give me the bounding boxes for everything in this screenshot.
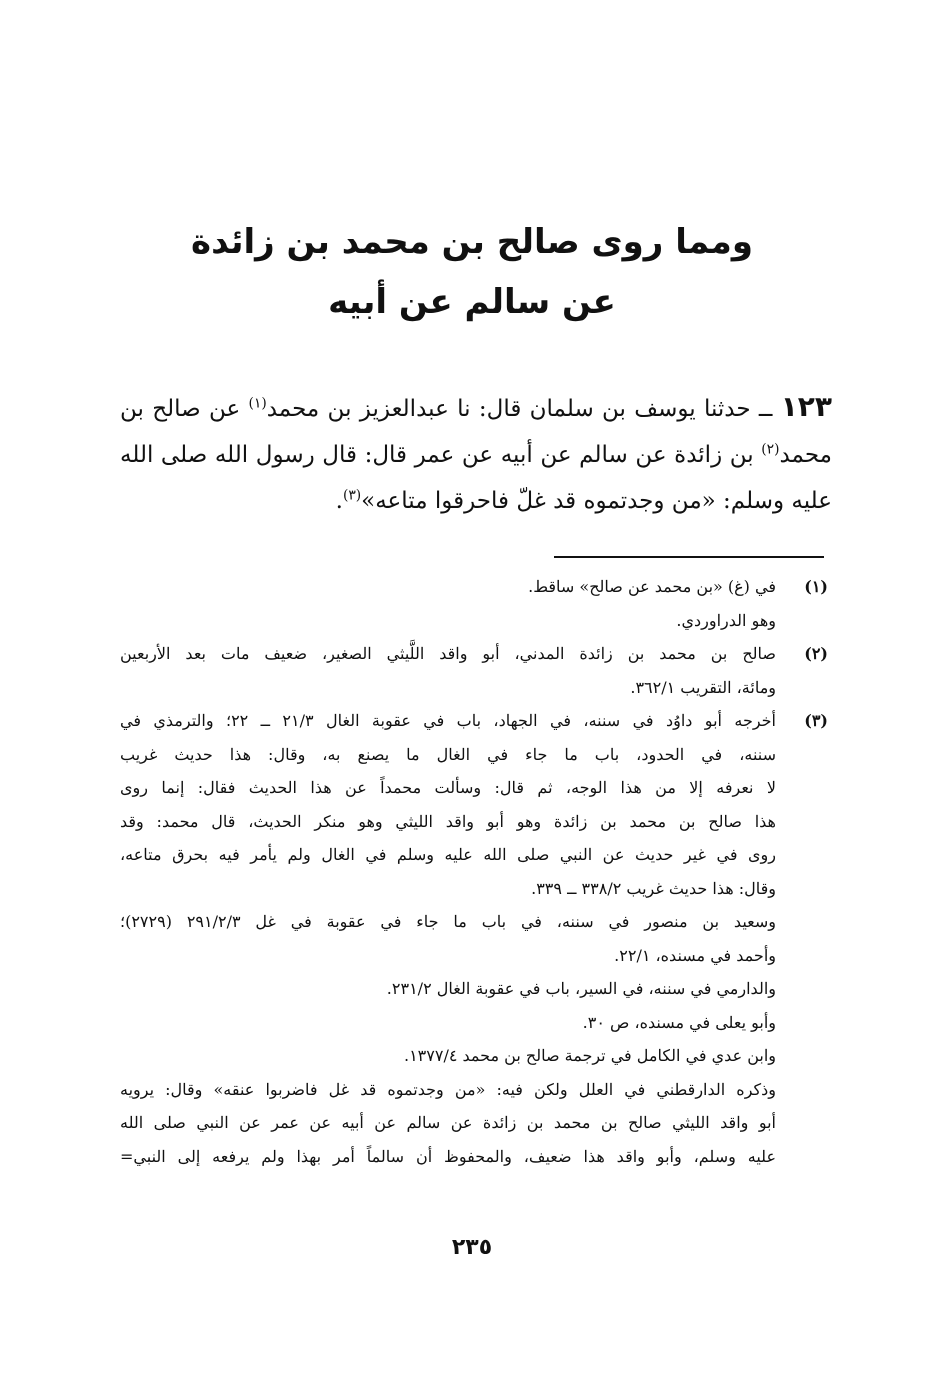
footnote-line: وهو الدراوردي.: [676, 610, 776, 630]
footnote-ref-3[interactable]: (٣): [342, 487, 362, 504]
hadith-text-part-2: عن صالح بن محمد: [120, 396, 832, 468]
hadith-text-part-1: ــ حدثنا يوسف بن سلمان قال: نا عبدالعزيز بن محمد: [266, 396, 781, 422]
footnote-divider: [554, 556, 824, 558]
footnote-number: (٣): [804, 711, 828, 730]
footnote-line: وسعيد بن منصور في سننه، في باب ما جاء في عقوبة في غل ٢٩١/٢/٣ (٢٧٢٩)؛: [120, 912, 776, 931]
hadith-text-end: .: [335, 488, 343, 514]
footnote-line: وأحمد في مسنده، ٢٢/١.: [614, 945, 776, 965]
footnote-line: ومائة، التقريب ٣٦٢/١.: [630, 677, 776, 697]
footnote-line: وقال: هذا حديث غريب ٣٣٨/٢ ــ ٣٣٩.: [531, 878, 776, 898]
footnote-line: أبو واقد الليثي صالح بن محمد بن زائدة عن سالم عن أبيه عن عمر عن النبي صلى الله: [120, 1113, 776, 1132]
footnotes: [120, 570, 832, 1173]
footnote-line: روى في غير حديث عن النبي صلى الله عليه وسلم في الغال ولم يأمر فيه بحرق متاعه،: [120, 845, 776, 864]
hadith-text-part-3: بن زائدة عن سالم عن أبيه عن عمر قال: قال رسول الله صلى الله عليه وسلم: «من وجدتموه قد غلّ فاحرقوا متاعه»: [120, 442, 832, 514]
page-number: ٢٣٥: [451, 1235, 493, 1260]
footnote-3: [120, 704, 832, 1173]
section-title-line-2: عن سالم عن أبيه: [328, 282, 616, 322]
footnote-line: وأبو يعلى في مسنده، ص ٣٠.: [582, 1012, 776, 1032]
footnote-line: عليه وسلم، وأبو واقد هذا ضعيف، والمحفوظ أن سالماً أمر بهذا ولم يرفعه إلى النبي=: [120, 1146, 776, 1166]
footnote-number: (٢): [804, 644, 828, 663]
hadith-number: ١٢٣: [780, 390, 832, 423]
footnote-line: أخرجه أبو داوُد في سننه، في الجهاد، باب في عقوبة الغال ٢١/٣ ــ ٢٢؛ والترمذي في: [120, 711, 776, 730]
footnote-line: هذا صالح بن محمد بن زائدة وهو أبو واقد الليثي وهو منكر الحديث، قال محمد: وقد: [120, 811, 776, 831]
footnote-line: لا نعرفه إلا من هذا الوجه، ثم قال: وسألت محمداً عن هذا الحديث فقال: إنما روى: [120, 778, 776, 797]
footnote-line: وابن عدي في الكامل في ترجمة صالح بن محمد ١٣٧٧/٤.: [403, 1046, 776, 1065]
footnote-line: سننه، في الحدود، باب ما جاء في الغال ما يصنع به، وقال: هذا حديث غريب: [120, 744, 776, 764]
footnote-line: والدارمي في سننه، في السير، باب في عقوبة الغال ٢٣١/٢.: [386, 979, 776, 998]
footnote-ref-1[interactable]: (١): [248, 395, 267, 412]
footnote-line: صالح بن محمد بن زائدة المدني، أبو واقد اللَّيثي الصغير، ضعيف مات بعد الأربعين: [120, 644, 776, 663]
footnote-1: [120, 570, 832, 637]
footnote-2: [120, 637, 832, 704]
hadith-paragraph: [120, 384, 832, 524]
footnote-line: وذكره الدارقطني في العلل ولكن فيه: «من وجدتموه قد غل فاضربوا عنقه» وقال: يرويه: [120, 1079, 776, 1099]
footnote-number: (١): [804, 577, 828, 596]
footnote-line: في (غ) «بن محمد عن صالح» ساقط.: [528, 577, 776, 596]
footnote-ref-2[interactable]: (٢): [761, 441, 780, 458]
section-title-line-1: ومما روى صالح بن محمد بن زائدة: [191, 222, 753, 262]
